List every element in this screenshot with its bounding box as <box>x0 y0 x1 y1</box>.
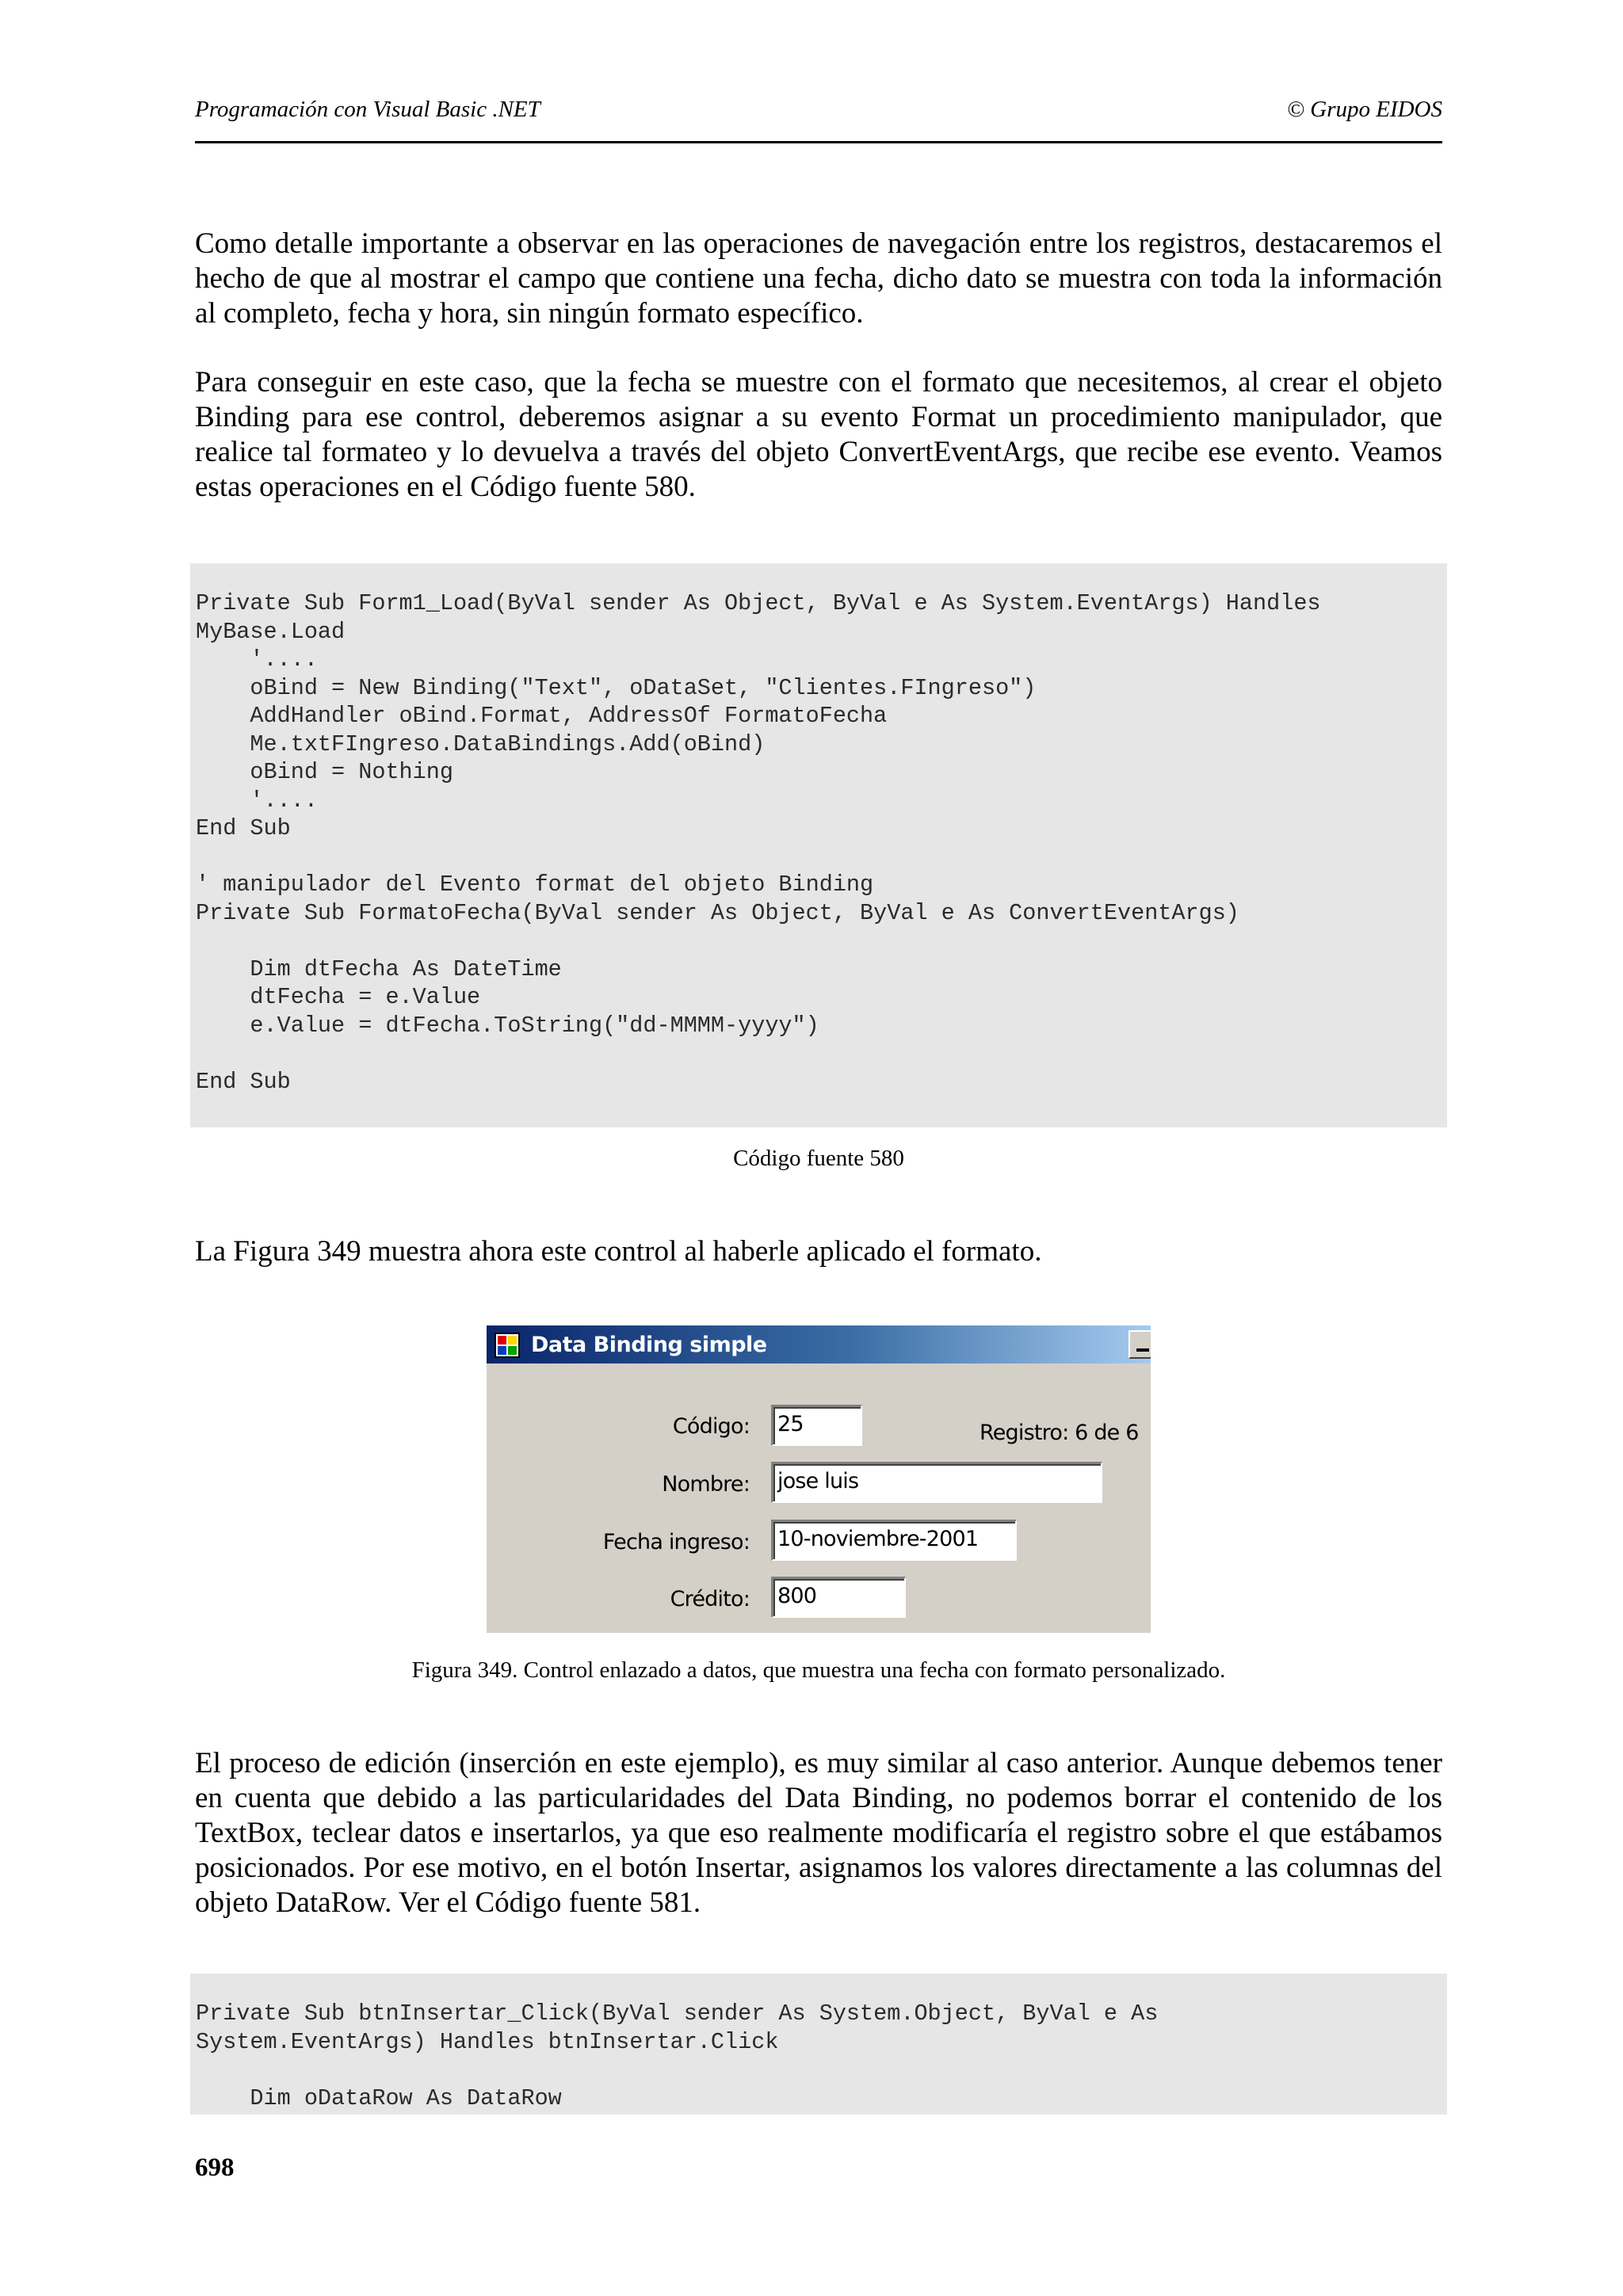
header-book-title: Programación con Visual Basic .NET <box>195 97 540 122</box>
figure-caption-349: Figura 349. Control enlazado a datos, que muestra una fecha con formato personalizado. <box>411 1657 1226 1683</box>
minimize-button[interactable] <box>1128 1330 1151 1359</box>
code-line: Private Sub btnInsertar_Click(ByVal sender As System.Object, ByVal e As <box>196 2000 1159 2027</box>
credito-label: Crédito: <box>670 1587 750 1611</box>
code-line: AddHandler oBind.Format, AddressOf FormatoFecha <box>196 703 888 729</box>
code-line: End Sub <box>196 815 291 841</box>
data-binding-window <box>487 1325 1151 1633</box>
code-line: '.... <box>196 787 318 814</box>
code-line: Dim dtFecha As DateTime <box>196 955 562 982</box>
code-line: Me.txtFIngreso.DataBindings.Add(oBind) <box>196 730 766 757</box>
code-line <box>196 843 1447 871</box>
page-header <box>195 95 1442 143</box>
code-line <box>196 1039 1447 1068</box>
header-publisher: © Grupo EIDOS <box>1286 97 1442 122</box>
code-line <box>196 927 1447 955</box>
page-number: 698 <box>195 2153 235 2182</box>
code-block-580 <box>190 563 1447 1127</box>
code-line: System.EventArgs) Handles btnInsertar.Click <box>196 2028 779 2055</box>
code-caption-580: Código fuente 580 <box>733 1146 904 1171</box>
code-line: Private Sub FormatoFecha(ByVal sender As Object, ByVal e As ConvertEventArgs) <box>196 899 1239 926</box>
registro-label: Registro: 6 de 6 <box>980 1421 1139 1445</box>
paragraph-3: La Figura 349 muestra ahora este control al haberle aplicado el formato. <box>195 1235 1042 1268</box>
code-line: oBind = New Binding("Text", oDataSet, "Clientes.FIngreso") <box>196 674 1037 701</box>
fecha-ingreso-label: Fecha ingreso: <box>602 1530 750 1554</box>
codigo-input[interactable]: 25 <box>771 1405 862 1446</box>
code-block-581 <box>190 1974 1447 2115</box>
code-line: End Sub <box>196 1068 291 1095</box>
credito-input[interactable]: 800 <box>771 1577 906 1618</box>
code-line: dtFecha = e.Value <box>196 984 481 1010</box>
code-line: Private Sub Form1_Load(ByVal sender As Object, ByVal e As System.EventArgs) Handles <box>196 590 1321 616</box>
nombre-input[interactable]: jose luis <box>771 1462 1102 1503</box>
minimize-icon <box>1136 1348 1149 1352</box>
codigo-label: Código: <box>672 1414 750 1439</box>
code-line: ' manipulador del Evento format del objeto Binding <box>196 871 874 898</box>
code-line: MyBase.Load <box>196 618 346 645</box>
app-icon <box>495 1333 520 1358</box>
code-line: oBind = Nothing <box>196 759 453 785</box>
paragraph-2: Para conseguir en este caso, que la fecha se muestre con el formato que necesitemos, al crear el objeto Binding para ese control, deberemos asignar a su evento Format un procedimiento manipulador, que realice tal formateo y lo devuelva a través del objeto ConvertEventArgs, que recibe ese evento. Veamos estas operaciones en el Código fuente 580. <box>195 366 1442 503</box>
code-line: '.... <box>196 646 318 673</box>
code-line <box>196 2056 1447 2084</box>
nombre-label: Nombre: <box>662 1472 750 1497</box>
window-title: Data Binding simple <box>531 1333 767 1357</box>
window-titlebar[interactable] <box>487 1325 1151 1363</box>
paragraph-1: Como detalle importante a observar en las operaciones de navegación entre los registros, destacaremos el hecho de que al mostrar el campo que contiene una fecha, dicho dato se muestra con toda la información al completo, fecha y hora, sin ningún formato específico. <box>195 227 1442 330</box>
fecha-ingreso-input[interactable]: 10-noviembre-2001 <box>771 1520 1017 1561</box>
code-line: Dim oDataRow As DataRow <box>196 2084 562 2111</box>
paragraph-4: El proceso de edición (inserción en este ejemplo), es muy similar al caso anterior. Aunque debemos tener en cuenta que debido a las particularidades del Data Binding, no podemos borrar el contenido de los TextBox, teclear datos e insertarlos, ya que eso realmente modificaría el registro sobre el que estábamos posicionados. Por ese motivo, en el botón Insertar, asignamos los valores directamente a las columnas del objeto DataRow. Ver el Código fuente 581. <box>195 1747 1442 1919</box>
code-line: e.Value = dtFecha.ToString("dd-MMMM-yyyy") <box>196 1012 819 1039</box>
